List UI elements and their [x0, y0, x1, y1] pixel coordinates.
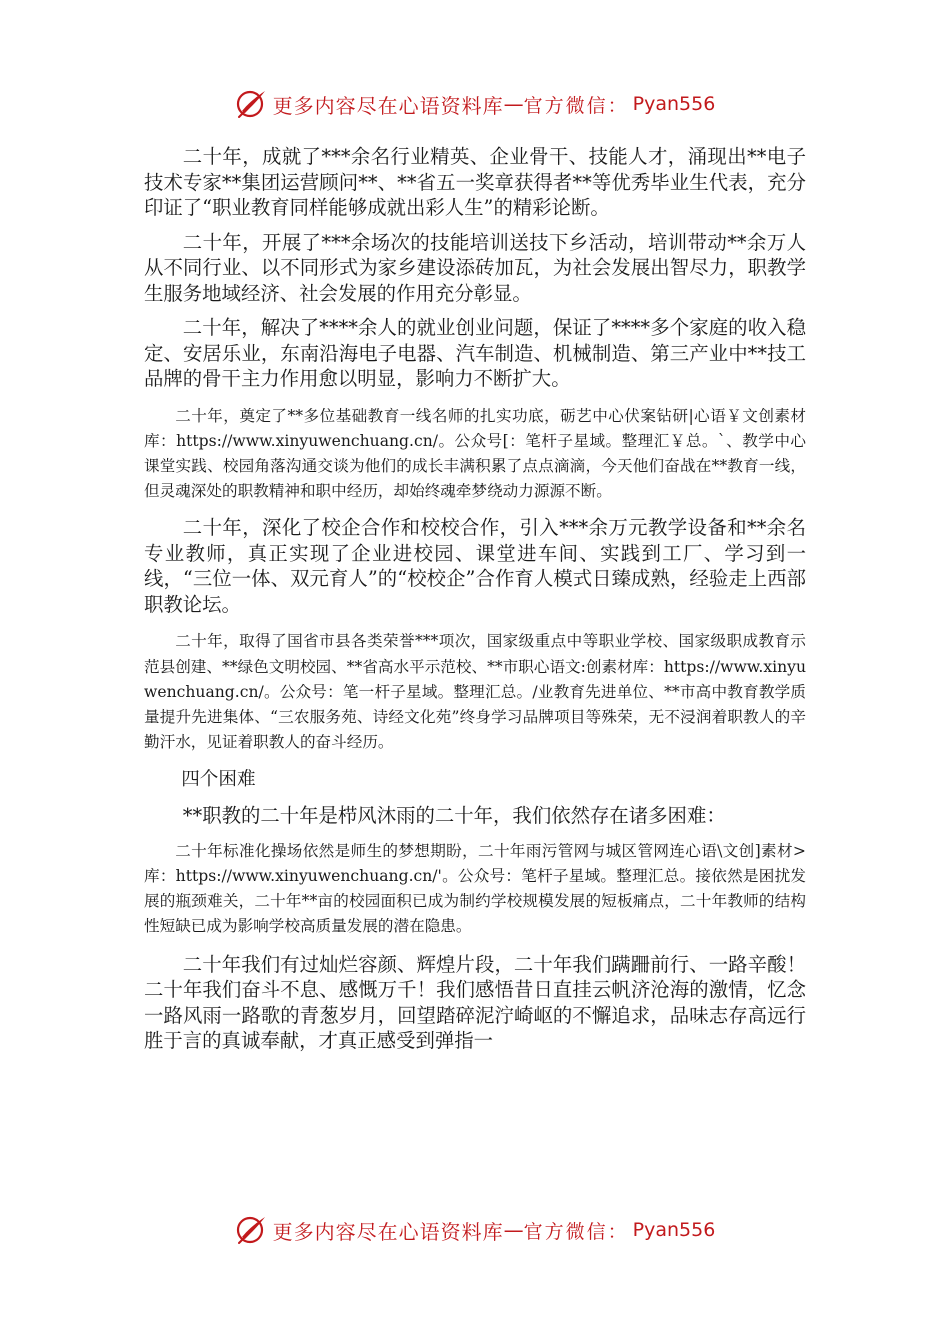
footer-wechat-id: Pyan556 [632, 1219, 716, 1241]
quill-logo-icon [235, 87, 269, 121]
paragraph: 二十年，开展了***余场次的技能培训送技下乡活动，培训带动**余万人从不同行业、以不同形式为家乡建设添砖加瓦，为社会发展出智尽力，职教学生服务地域经济、社会发展的作用充分彰显。 [144, 230, 806, 305]
section-heading: 四个困难 [181, 769, 256, 791]
footer-banner-separator: — [503, 1218, 524, 1242]
banner-wechat-label: 官方微信： [523, 94, 629, 117]
paragraph: 二十年，成就了***余名行业精英、企业骨干、技能人才，涌现出**电子技术专家**集团运营顾问**、**省五一奖章获得者**等优秀毕业生代表，充分印证了“职业教育同样能够成就出彩人生”的精彩论断。 [144, 145, 806, 219]
paragraph: 二十年，取得了国省市县各类荣誉***项次，国家级重点中等职业学校、国家级职成教育示范县创建、**绿色文明校园、**省高水平示范校、**市职心语文:创素材库：https://www.xinyuwenchuang.cn/。公众号：笔一杆子星域。整理汇总。/业教育先进单位、**市高中教育教学质量提升先进集体、“三农服务苑、诗经文化苑”终身学习品牌项目等殊荣，无不浸润着职教人的辛勤汗水，见证着职教人的奋斗经历。 [144, 632, 806, 752]
header-banner [0, 84, 950, 124]
paragraph: 二十年，奠定了**多位基础教育一线名师的扎实功底，砺艺中心伏案钻研|心语￥文创素材库：https://www.xinyuwenchuang.cn/。公众号[：笔杆子星域。整理汇￥总。`、教学中心课堂实践、校园角落沟通交谈为他们的成长丰满积累了点点滴滴，今天他们奋战在**教育一线，但灵魂深处的职教精神和职中经历，却始终魂牵梦绕动力源源不断。 [144, 406, 806, 501]
document-body [144, 144, 806, 1054]
paragraph: 二十年，深化了校企合作和校校合作，引入***余万元教学设备和**余名专业教师，真正实现了企业进校园、课堂进车间、实践到工厂、学习到一线，“三位一体、双元育人”的“校校企”合作育人模式日臻成熟，经验走上西部职教论坛。 [144, 516, 806, 616]
paragraph: 二十年标准化操场依然是师生的梦想期盼，二十年雨污管网与城区管网连心语\文创]素材>库：https://www.xinyuwenchuang.cn/'。公众号：笔杆子星域。整理汇总。接依然是困扰发展的瓶颈难关，二十年**亩的校园面积已成为制约学校规模发展的短板痛点，二十年教师的结构性短缺已成为影响学校高质量发展的潜在隐患。 [144, 841, 806, 936]
paragraph: 二十年我们有过灿烂容颜、辉煌片段，二十年我们蹒跚前行、一路辛酸！二十年我们奋斗不息、感慨万千！我们感悟昔日直挂云帆济沧海的激情，忆念一路风雨一路歌的青葱岁月，回望踏碎泥泞崎岖的不懈追求，品味志存高远行胜于言的真诚奉献，才真正感受到弹指一 [144, 952, 806, 1053]
footer-banner-text: 更多内容尽在心语资料库 [272, 1219, 504, 1244]
paragraph: **职教的二十年是栉风沐雨的二十年，我们依然存在诸多困难： [182, 804, 726, 828]
banner-wechat-id: Pyan556 [632, 93, 716, 115]
footer-banner [0, 1210, 950, 1250]
banner-separator: — [503, 92, 524, 116]
quill-logo-icon [235, 1213, 269, 1247]
paragraph: 二十年，解决了****余人的就业创业问题，保证了****多个家庭的收入稳定、安居乐业，东南沿海电子电器、汽车制造、机械制造、第三产业中**技工品牌的骨干主力作用愈以明显，影响力不断扩大。 [144, 316, 806, 390]
footer-wechat-label: 官方微信： [523, 1220, 629, 1243]
banner-text: 更多内容尽在心语资料库 [272, 93, 504, 118]
